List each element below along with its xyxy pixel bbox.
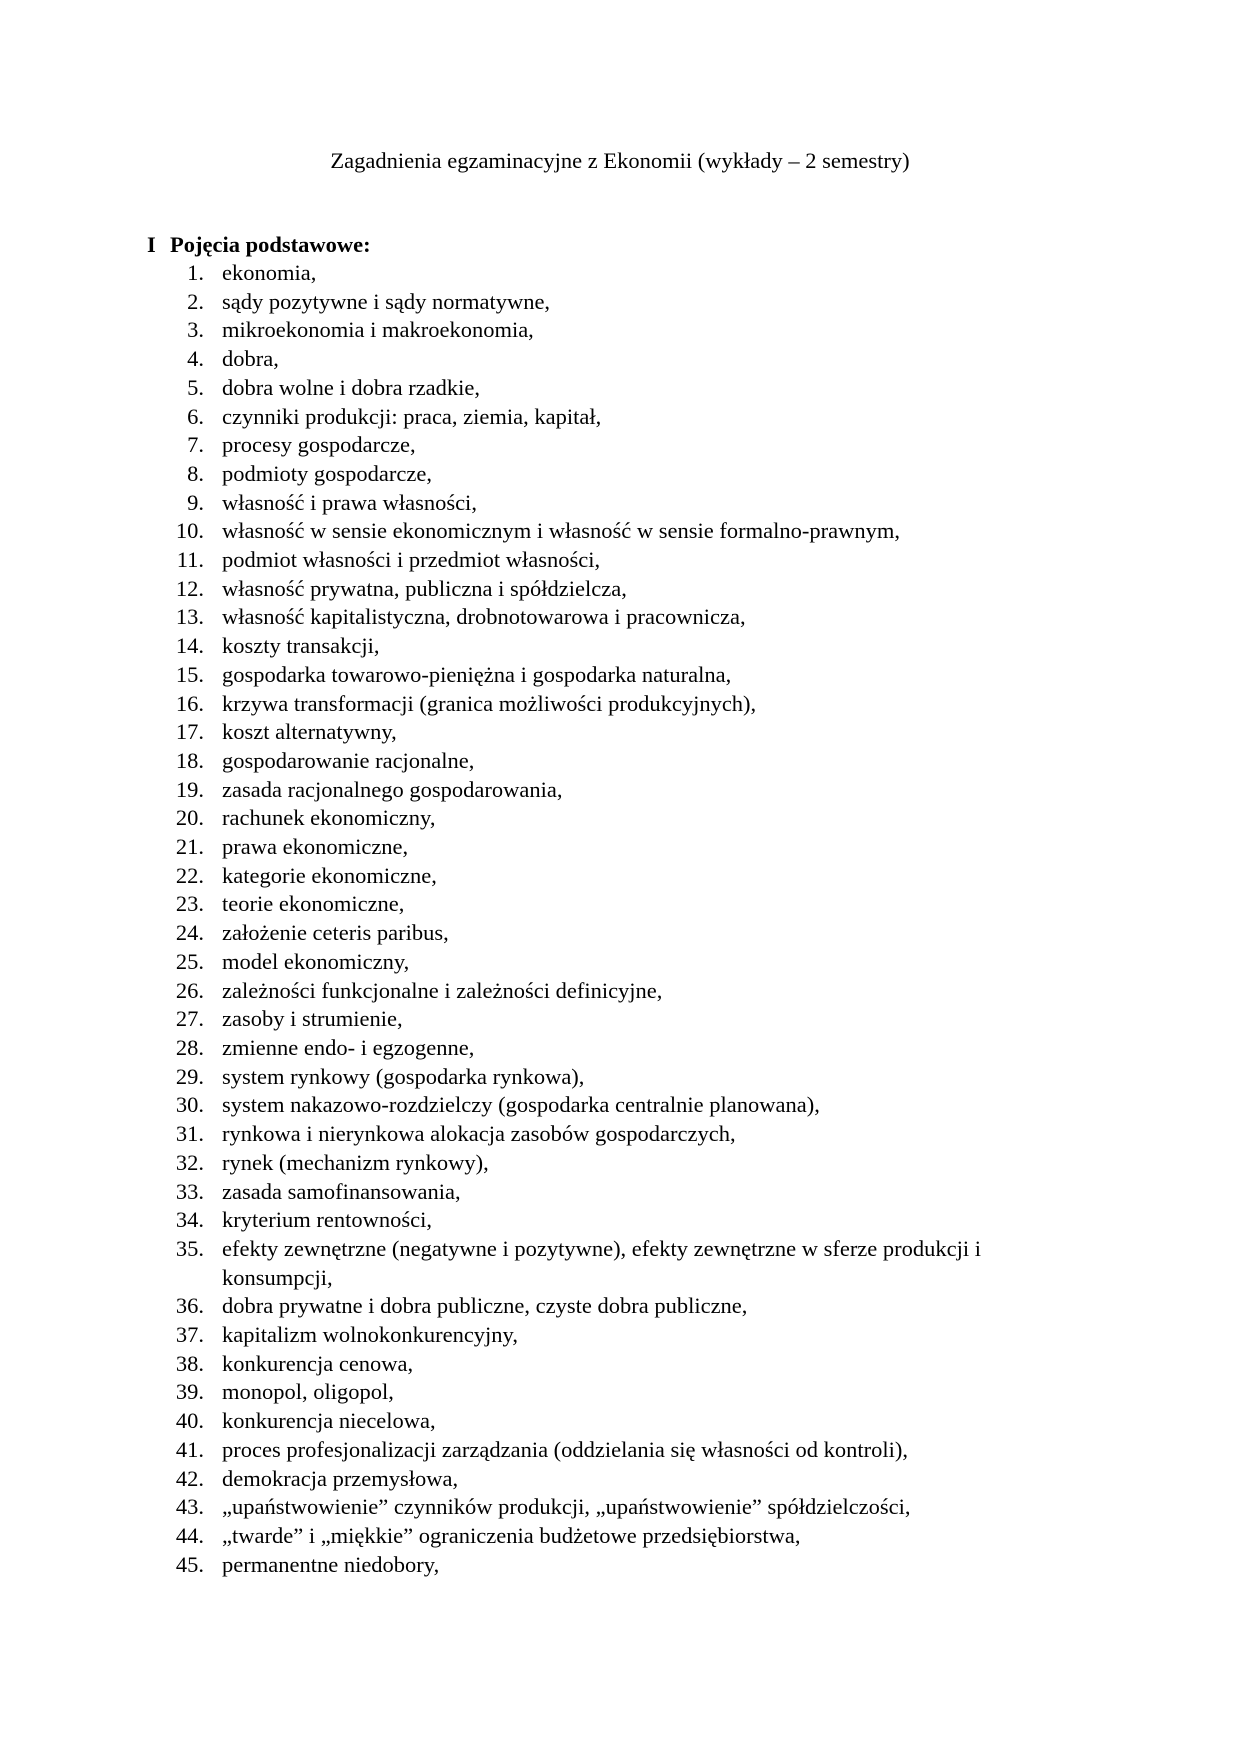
- list-item-text: procesy gospodarcze,: [222, 432, 416, 458]
- list-item-text: czynniki produkcji: praca, ziemia, kapitał,: [222, 403, 602, 429]
- list-item-text: własność i prawa własności,: [222, 489, 477, 515]
- concept-list: [0, 259, 1240, 1579]
- list-item-text: zasada racjonalnego gospodarowania,: [222, 776, 563, 802]
- list-item-text: system nakazowo-rozdzielczy (gospodarka centralnie planowana),: [222, 1092, 820, 1118]
- list-item: [0, 1149, 1240, 1178]
- list-item-number: 4.: [187, 346, 204, 372]
- list-item-number: 14.: [175, 633, 204, 659]
- list-item: [0, 804, 1240, 833]
- list-item-text: założenie ceteris paribus,: [222, 920, 449, 946]
- list-item: [0, 546, 1240, 575]
- list-item: [0, 1091, 1240, 1120]
- list-item-text: efekty zewnętrzne (negatywne i pozytywne), efekty zewnętrzne w sferze produkcji i konsumpcji,: [222, 1235, 982, 1290]
- list-item: [0, 833, 1240, 862]
- list-item: [0, 1436, 1240, 1465]
- list-item: [0, 1292, 1240, 1321]
- list-item-text: demokracja przemysłowa,: [222, 1465, 459, 1491]
- list-item: [0, 1005, 1240, 1034]
- list-item: [0, 1378, 1240, 1407]
- list-item-text: dobra,: [222, 346, 279, 372]
- list-item: [0, 1522, 1240, 1551]
- list-item: [0, 890, 1240, 919]
- list-item-number: 6.: [187, 403, 204, 429]
- list-item-text: „upaństwowienie” czynników produkcji, „upaństwowienie” spółdzielczości,: [222, 1494, 911, 1520]
- list-item: [0, 632, 1240, 661]
- list-item: [0, 374, 1240, 403]
- list-item-text: system rynkowy (gospodarka rynkowa),: [222, 1063, 585, 1089]
- list-item-number: 41.: [175, 1436, 204, 1462]
- list-item: [0, 1493, 1240, 1522]
- list-item-number: 23.: [175, 891, 204, 917]
- list-item-number: 37.: [175, 1322, 204, 1348]
- list-item: [0, 661, 1240, 690]
- list-item: [0, 517, 1240, 546]
- list-item-number: 12.: [175, 575, 204, 601]
- list-item: [0, 431, 1240, 460]
- list-item-text: ekonomia,: [222, 260, 317, 285]
- list-item-text: rynek (mechanizm rynkowy),: [222, 1149, 489, 1175]
- list-item-number: 34.: [175, 1207, 204, 1233]
- list-item-text: permanentne niedobory,: [222, 1551, 440, 1577]
- list-item-text: podmioty gospodarcze,: [222, 460, 432, 486]
- list-item: [0, 1551, 1240, 1580]
- list-item-text: model ekonomiczny,: [222, 948, 410, 974]
- list-item-number: 43.: [175, 1494, 204, 1520]
- list-item: [0, 1407, 1240, 1436]
- list-item: [0, 575, 1240, 604]
- list-item-number: 5.: [187, 374, 204, 400]
- list-item: [0, 1178, 1240, 1207]
- document-title: Zagadnienia egzaminacyjne z Ekonomii (wykłady – 2 semestry): [330, 148, 910, 173]
- list-item-text: dobra prywatne i dobra publiczne, czyste dobra publiczne,: [222, 1293, 748, 1319]
- list-item-number: 29.: [175, 1063, 204, 1089]
- list-item-number: 35.: [175, 1235, 204, 1261]
- list-item-text: rachunek ekonomiczny,: [222, 805, 436, 831]
- list-item-text: kryterium rentowności,: [222, 1207, 432, 1233]
- list-item-text: dobra wolne i dobra rzadkie,: [222, 374, 481, 400]
- list-item-number: 2.: [187, 288, 204, 314]
- list-item-number: 20.: [175, 805, 204, 831]
- list-item-number: 32.: [175, 1149, 204, 1175]
- list-item: [0, 403, 1240, 432]
- list-item-number: 33.: [175, 1178, 204, 1204]
- list-item: [0, 948, 1240, 977]
- list-item-number: 39.: [175, 1379, 204, 1405]
- list-item: [0, 1206, 1240, 1235]
- list-item-text: krzywa transformacji (granica możliwości produkcyjnych),: [222, 690, 757, 716]
- list-item: [0, 919, 1240, 948]
- list-item-text: gospodarowanie racjonalne,: [222, 747, 475, 773]
- list-item-number: 31.: [175, 1121, 204, 1147]
- list-item-text: rynkowa i nierynkowa alokacja zasobów gospodarczych,: [222, 1121, 736, 1147]
- list-item-number: 3.: [187, 317, 204, 343]
- list-item: [0, 288, 1240, 317]
- list-item-number: 15.: [175, 661, 204, 687]
- list-item: [0, 1235, 1240, 1292]
- list-item-text: „twarde” i „miękkie” ograniczenia budżetowe przedsiębiorstwa,: [222, 1522, 801, 1548]
- list-item-number: 10.: [175, 518, 204, 544]
- list-item-number: 36.: [175, 1293, 204, 1319]
- list-item-number: 7.: [187, 432, 204, 458]
- list-item: [0, 718, 1240, 747]
- list-item-text: koszt alternatywny,: [222, 719, 397, 745]
- list-item: [0, 316, 1240, 345]
- list-item: [0, 345, 1240, 374]
- list-item-text: sądy pozytywne i sądy normatywne,: [222, 288, 551, 314]
- list-item-text: mikroekonomia i makroekonomia,: [222, 317, 534, 343]
- list-item-text: gospodarka towarowo-pieniężna i gospodarka naturalna,: [222, 661, 732, 687]
- list-item-text: zmienne endo- i egzogenne,: [222, 1034, 475, 1060]
- list-item: [0, 747, 1240, 776]
- list-item-number: 8.: [187, 460, 204, 486]
- list-item-number: 44.: [175, 1522, 204, 1548]
- list-item: [0, 1120, 1240, 1149]
- list-item: [0, 489, 1240, 518]
- list-item-number: 26.: [175, 977, 204, 1003]
- list-item-number: 25.: [175, 948, 204, 974]
- list-item-text: monopol, oligopol,: [222, 1379, 394, 1405]
- list-item-text: zasoby i strumienie,: [222, 1006, 403, 1032]
- list-item-number: 9.: [187, 489, 204, 515]
- list-item-number: 17.: [175, 719, 204, 745]
- list-item: [0, 690, 1240, 719]
- list-item-text: zasada samofinansowania,: [222, 1178, 461, 1204]
- list-item: [0, 1034, 1240, 1063]
- list-item-text: prawa ekonomiczne,: [222, 834, 409, 860]
- list-item-number: 40.: [175, 1408, 204, 1434]
- list-item-number: 24.: [175, 920, 204, 946]
- list-item-number: 42.: [175, 1465, 204, 1491]
- list-item-text: zależności funkcjonalne i zależności definicyjne,: [222, 977, 663, 1003]
- list-item: [0, 1063, 1240, 1092]
- list-item: [0, 259, 1240, 288]
- list-item-number: 16.: [175, 690, 204, 716]
- section-heading-text: Pojęcia podstawowe:: [170, 232, 371, 257]
- list-item-text: konkurencja cenowa,: [222, 1350, 414, 1376]
- list-item-number: 13.: [175, 604, 204, 630]
- list-item-number: 21.: [175, 834, 204, 860]
- list-item-text: konkurencja niecelowa,: [222, 1408, 436, 1434]
- list-item-text: własność kapitalistyczna, drobnotowarowa i pracownicza,: [222, 604, 746, 630]
- list-item-number: 19.: [175, 776, 204, 802]
- list-item-number: 27.: [175, 1006, 204, 1032]
- list-item-text: teorie ekonomiczne,: [222, 891, 405, 917]
- list-item-text: własność w sensie ekonomicznym i własność w sensie formalno-prawnym,: [222, 518, 900, 544]
- list-item-text: koszty transakcji,: [222, 633, 380, 659]
- list-item-number: 1.: [187, 260, 204, 285]
- list-item-text: podmiot własności i przedmiot własności,: [222, 547, 601, 573]
- list-item-number: 30.: [175, 1092, 204, 1118]
- list-item-number: 18.: [175, 747, 204, 773]
- list-item: [0, 1350, 1240, 1379]
- list-item: [0, 460, 1240, 489]
- list-item: [0, 603, 1240, 632]
- list-item: [0, 776, 1240, 805]
- list-item: [0, 977, 1240, 1006]
- list-item-text: kategorie ekonomiczne,: [222, 862, 437, 888]
- list-item: [0, 1465, 1240, 1494]
- list-item: [0, 862, 1240, 891]
- list-item-number: 38.: [175, 1350, 204, 1376]
- section-heading: [147, 231, 371, 259]
- list-item-number: 45.: [175, 1551, 204, 1577]
- list-item-text: proces profesjonalizacji zarządzania (oddzielania się własności od kontroli),: [222, 1436, 908, 1462]
- list-item-number: 28.: [175, 1034, 204, 1060]
- section-numeral: I: [147, 232, 156, 257]
- list-item-text: własność prywatna, publiczna i spółdzielcza,: [222, 575, 627, 601]
- list-item-text: kapitalizm wolnokonkurencyjny,: [222, 1322, 518, 1348]
- list-item: [0, 1321, 1240, 1350]
- list-item-number: 22.: [175, 862, 204, 888]
- list-item-number: 11.: [176, 547, 204, 573]
